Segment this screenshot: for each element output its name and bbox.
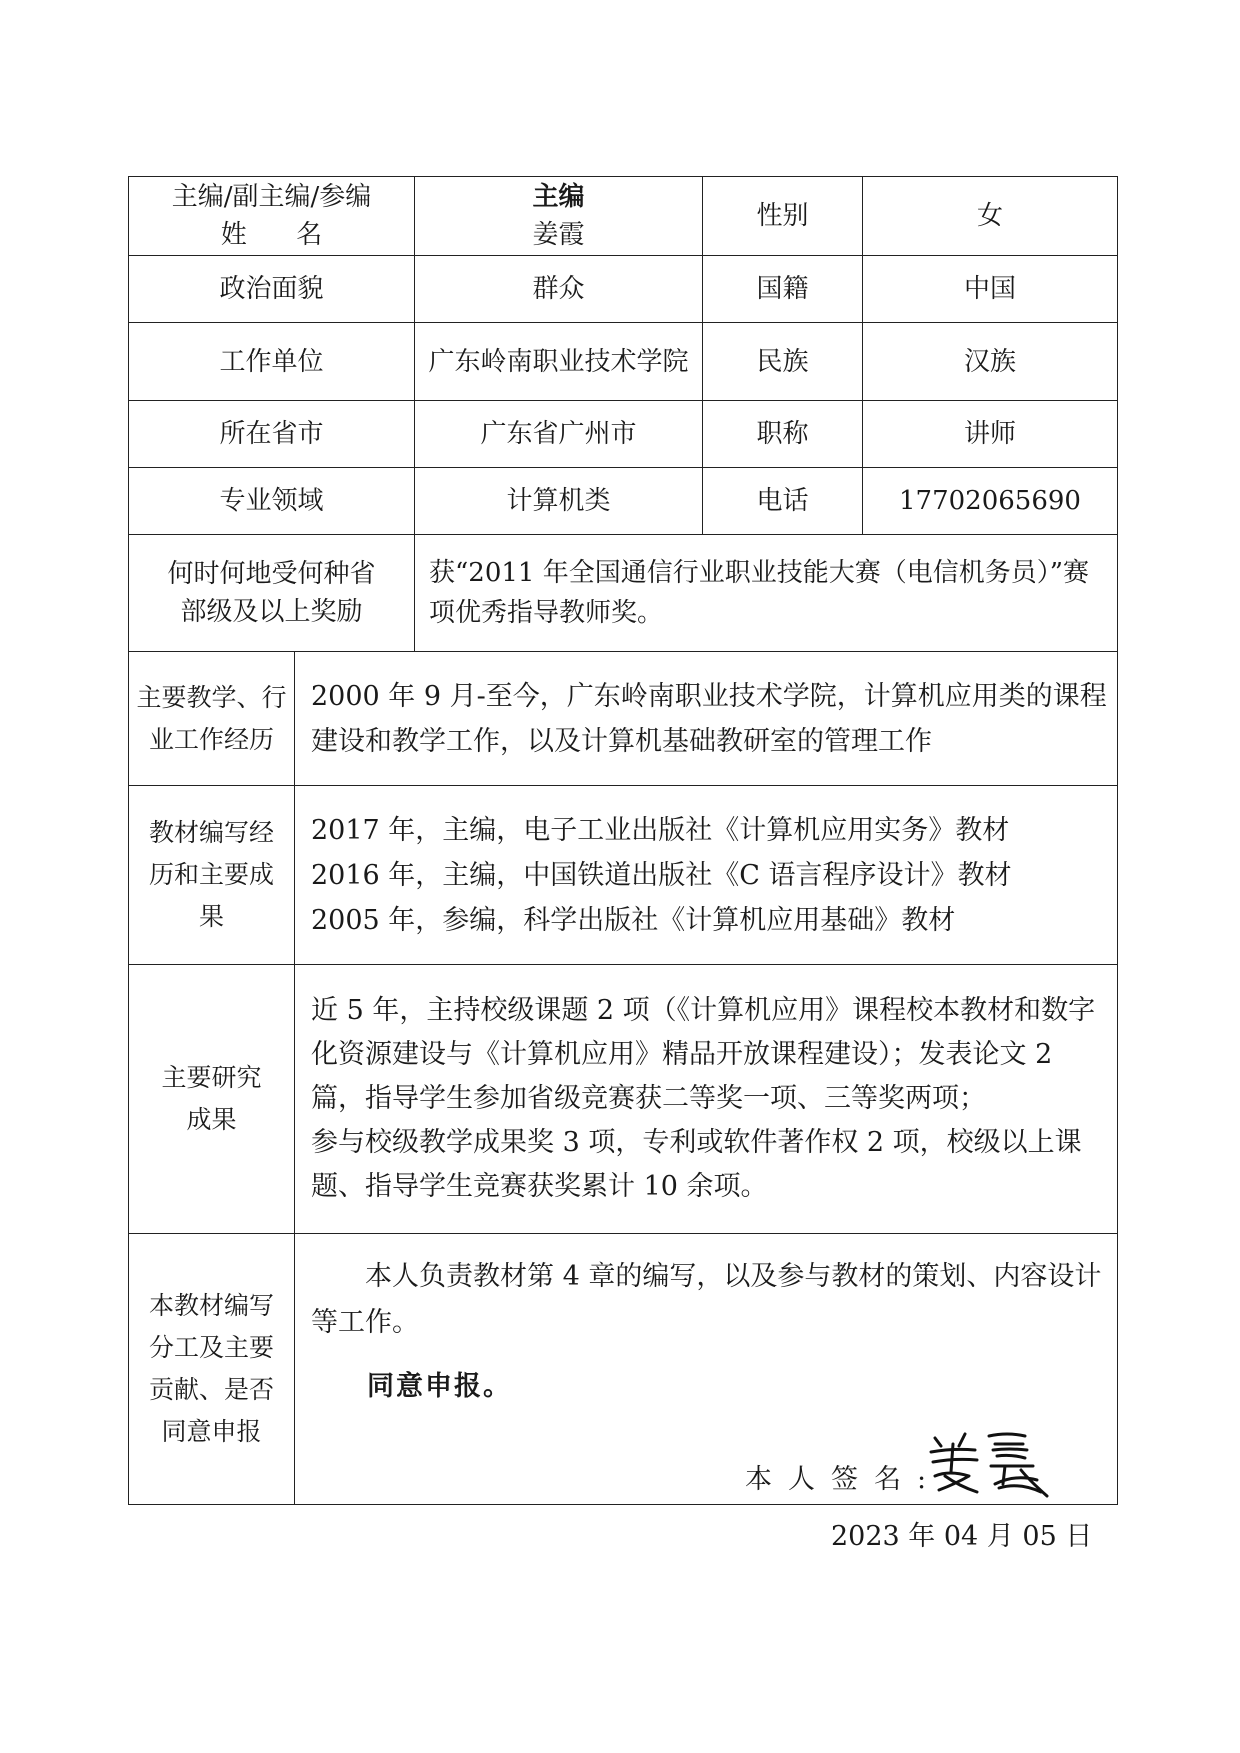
textbooks-label: 教材编写经历和主要成果 (129, 786, 295, 964)
field-value: 计算机类 (415, 468, 703, 534)
name-value-cell (415, 177, 703, 255)
handwritten-signature (925, 1426, 1055, 1500)
research-value (295, 965, 1117, 1233)
row-name (129, 177, 1117, 256)
name-label-cell (129, 177, 415, 255)
title-label: 职称 (703, 401, 863, 467)
ethnicity-value: 汉族 (963, 346, 1016, 377)
textbooks-list (295, 786, 1117, 964)
experience-value: 2000 年 9 月-至今，广东岭南职业技术学院，计算机应用类的课程建设和教学工作，以及计算机基础教研室的管理工作 (311, 680, 1107, 757)
field-label: 专业领域 (129, 468, 415, 534)
politics-value: 群众 (415, 256, 703, 322)
gender-value: 女 (976, 201, 1003, 231)
declaration-text: 本人负责教材第 4 章的编写，以及参与教材的策划、内容设计等工作。 (311, 1261, 1102, 1338)
textbook-item: 2005 年，参编，科学出版社《计算机应用基础》教材 (311, 904, 956, 936)
row-declaration (129, 1234, 1117, 1552)
research-text-2: 参与校级教学成果奖 3 项，专利或软件著作权 2 项，校级以上课题、指导学生竞赛获奖累计 10 余项。 (311, 1127, 1082, 1202)
province-label: 所在省市 (129, 401, 415, 467)
research-text-1: 近 5 年，主持校级课题 2 项（《计算机应用》课程校本教材和数字化资源建设与《计算机应用》精品开放课程建设）；发表论文 2 篇，指导学生参加省级竞赛获二等奖一项、三等奖两项； (311, 995, 1096, 1114)
nationality-label: 国籍 (703, 256, 863, 322)
ethnicity-label: 民族 (703, 323, 863, 400)
row-politics (129, 256, 1117, 323)
declaration-label: 本教材编写分工及主要贡献、是否同意申报 (129, 1234, 295, 1504)
role-value: 主编 (532, 182, 585, 212)
phone-label: 电话 (703, 468, 863, 534)
title-value: 讲师 (963, 419, 1016, 449)
application-form (128, 176, 1118, 1552)
declaration-agree: 同意申报。 (367, 1371, 512, 1402)
textbook-item: 2017 年，主编，电子工业出版社《计算机应用实务》教材 (311, 814, 1010, 846)
textbook-item: 2016 年，主编，中国铁道出版社《C 语言程序设计》教材 (311, 859, 1012, 891)
workplace-value: 广东岭南职业技术学院 (415, 323, 703, 400)
workplace-label: 工作单位 (129, 323, 415, 400)
award-label: 何时何地受何种省部级及以上奖励 (129, 535, 415, 651)
declaration-content (295, 1234, 1117, 1552)
award-value: 获“2011 年全国通信行业职业技能大赛（电信机务员）”赛项优秀指导教师奖。 (429, 558, 1090, 628)
research-label: 主要研究成果 (129, 965, 295, 1233)
politics-label: 政治面貌 (129, 256, 415, 322)
row-textbooks (129, 786, 1117, 965)
row-province (129, 401, 1117, 468)
signature-label: 本人签名: (745, 1464, 943, 1495)
row-workplace (129, 323, 1117, 401)
province-value: 广东省广州市 (415, 401, 703, 467)
name-label-line1: 主编/副主编/参编 (171, 182, 372, 212)
name-value: 姜霞 (532, 220, 585, 250)
row-experience (129, 652, 1117, 786)
gender-label: 性别 (703, 177, 863, 255)
row-award (129, 535, 1117, 652)
signature-date: 2023 年 04 月 05 日 (831, 1521, 1093, 1552)
phone-value: 17702065690 (899, 486, 1081, 516)
name-label-line2: 姓 名 (220, 220, 323, 250)
nationality-value: 中国 (963, 274, 1016, 304)
row-field (129, 468, 1117, 535)
experience-label: 主要教学、行业工作经历 (129, 652, 295, 785)
row-research (129, 965, 1117, 1234)
